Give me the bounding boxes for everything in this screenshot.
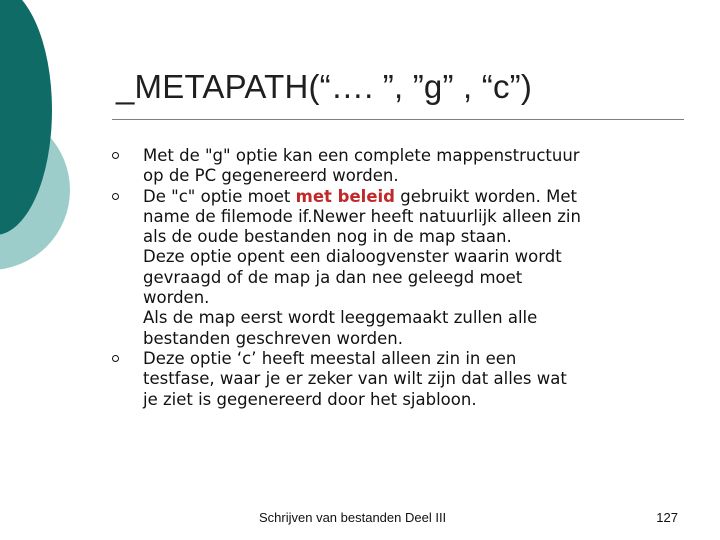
bullet-2-line-6: worden.	[143, 288, 210, 308]
page-number: 127	[656, 510, 678, 525]
bullet-2-line-3: als de oude bestanden nog in de map staan.	[143, 227, 512, 247]
title-divider	[112, 119, 684, 120]
bullet-2-line-7: Als de map eerst wordt leeggemaakt zullen alle	[143, 308, 538, 328]
bullet-2-line-5: gevraagd of de map ja dan nee geleegd moet	[143, 267, 523, 287]
circle-bullet-icon	[112, 193, 119, 200]
bullet-2-line-8: bestanden geschreven worden.	[143, 328, 403, 348]
bullet-2-text-after: gebruikt worden. Met	[395, 186, 577, 206]
bullet-2-text-before: De "c" optie moet	[143, 186, 296, 206]
bullet-list	[112, 146, 692, 410]
bullet-2-line-4: Deze optie opent een dialoogvenster waarin wordt	[143, 247, 562, 267]
bullet-1-line-1: Met de "g" optie kan een complete mappenstructuur	[143, 146, 580, 165]
bullet-3-line-2: testfase, waar je er zeker van wilt zijn dat alles wat	[143, 369, 567, 389]
bullet-1-line-2: op de PC gegenereerd worden.	[143, 166, 399, 186]
circle-bullet-icon	[112, 355, 119, 362]
slide-footer: Schrijven van bestanden Deel III	[259, 510, 447, 525]
decorative-circles	[0, 0, 110, 300]
bullet-item-2	[112, 187, 692, 349]
bullet-2-line-2: name de filemode if.Newer heeft natuurlijk alleen zin	[143, 206, 581, 226]
bullet-3-line-1: Deze optie ‘c’ heeft meestal alleen zin in een	[143, 348, 517, 368]
emphasis-text: met beleid	[295, 186, 395, 206]
bullet-2-line-1	[143, 187, 692, 207]
slide-title: _METAPATH(“…. ”, ”g” , “c”)	[116, 68, 533, 105]
bullet-3-line-3: je ziet is gegenereerd door het sjabloon.	[143, 389, 477, 409]
bullet-item-1	[112, 146, 692, 187]
bullet-item-3	[112, 349, 692, 410]
circle-bullet-icon	[112, 152, 119, 159]
